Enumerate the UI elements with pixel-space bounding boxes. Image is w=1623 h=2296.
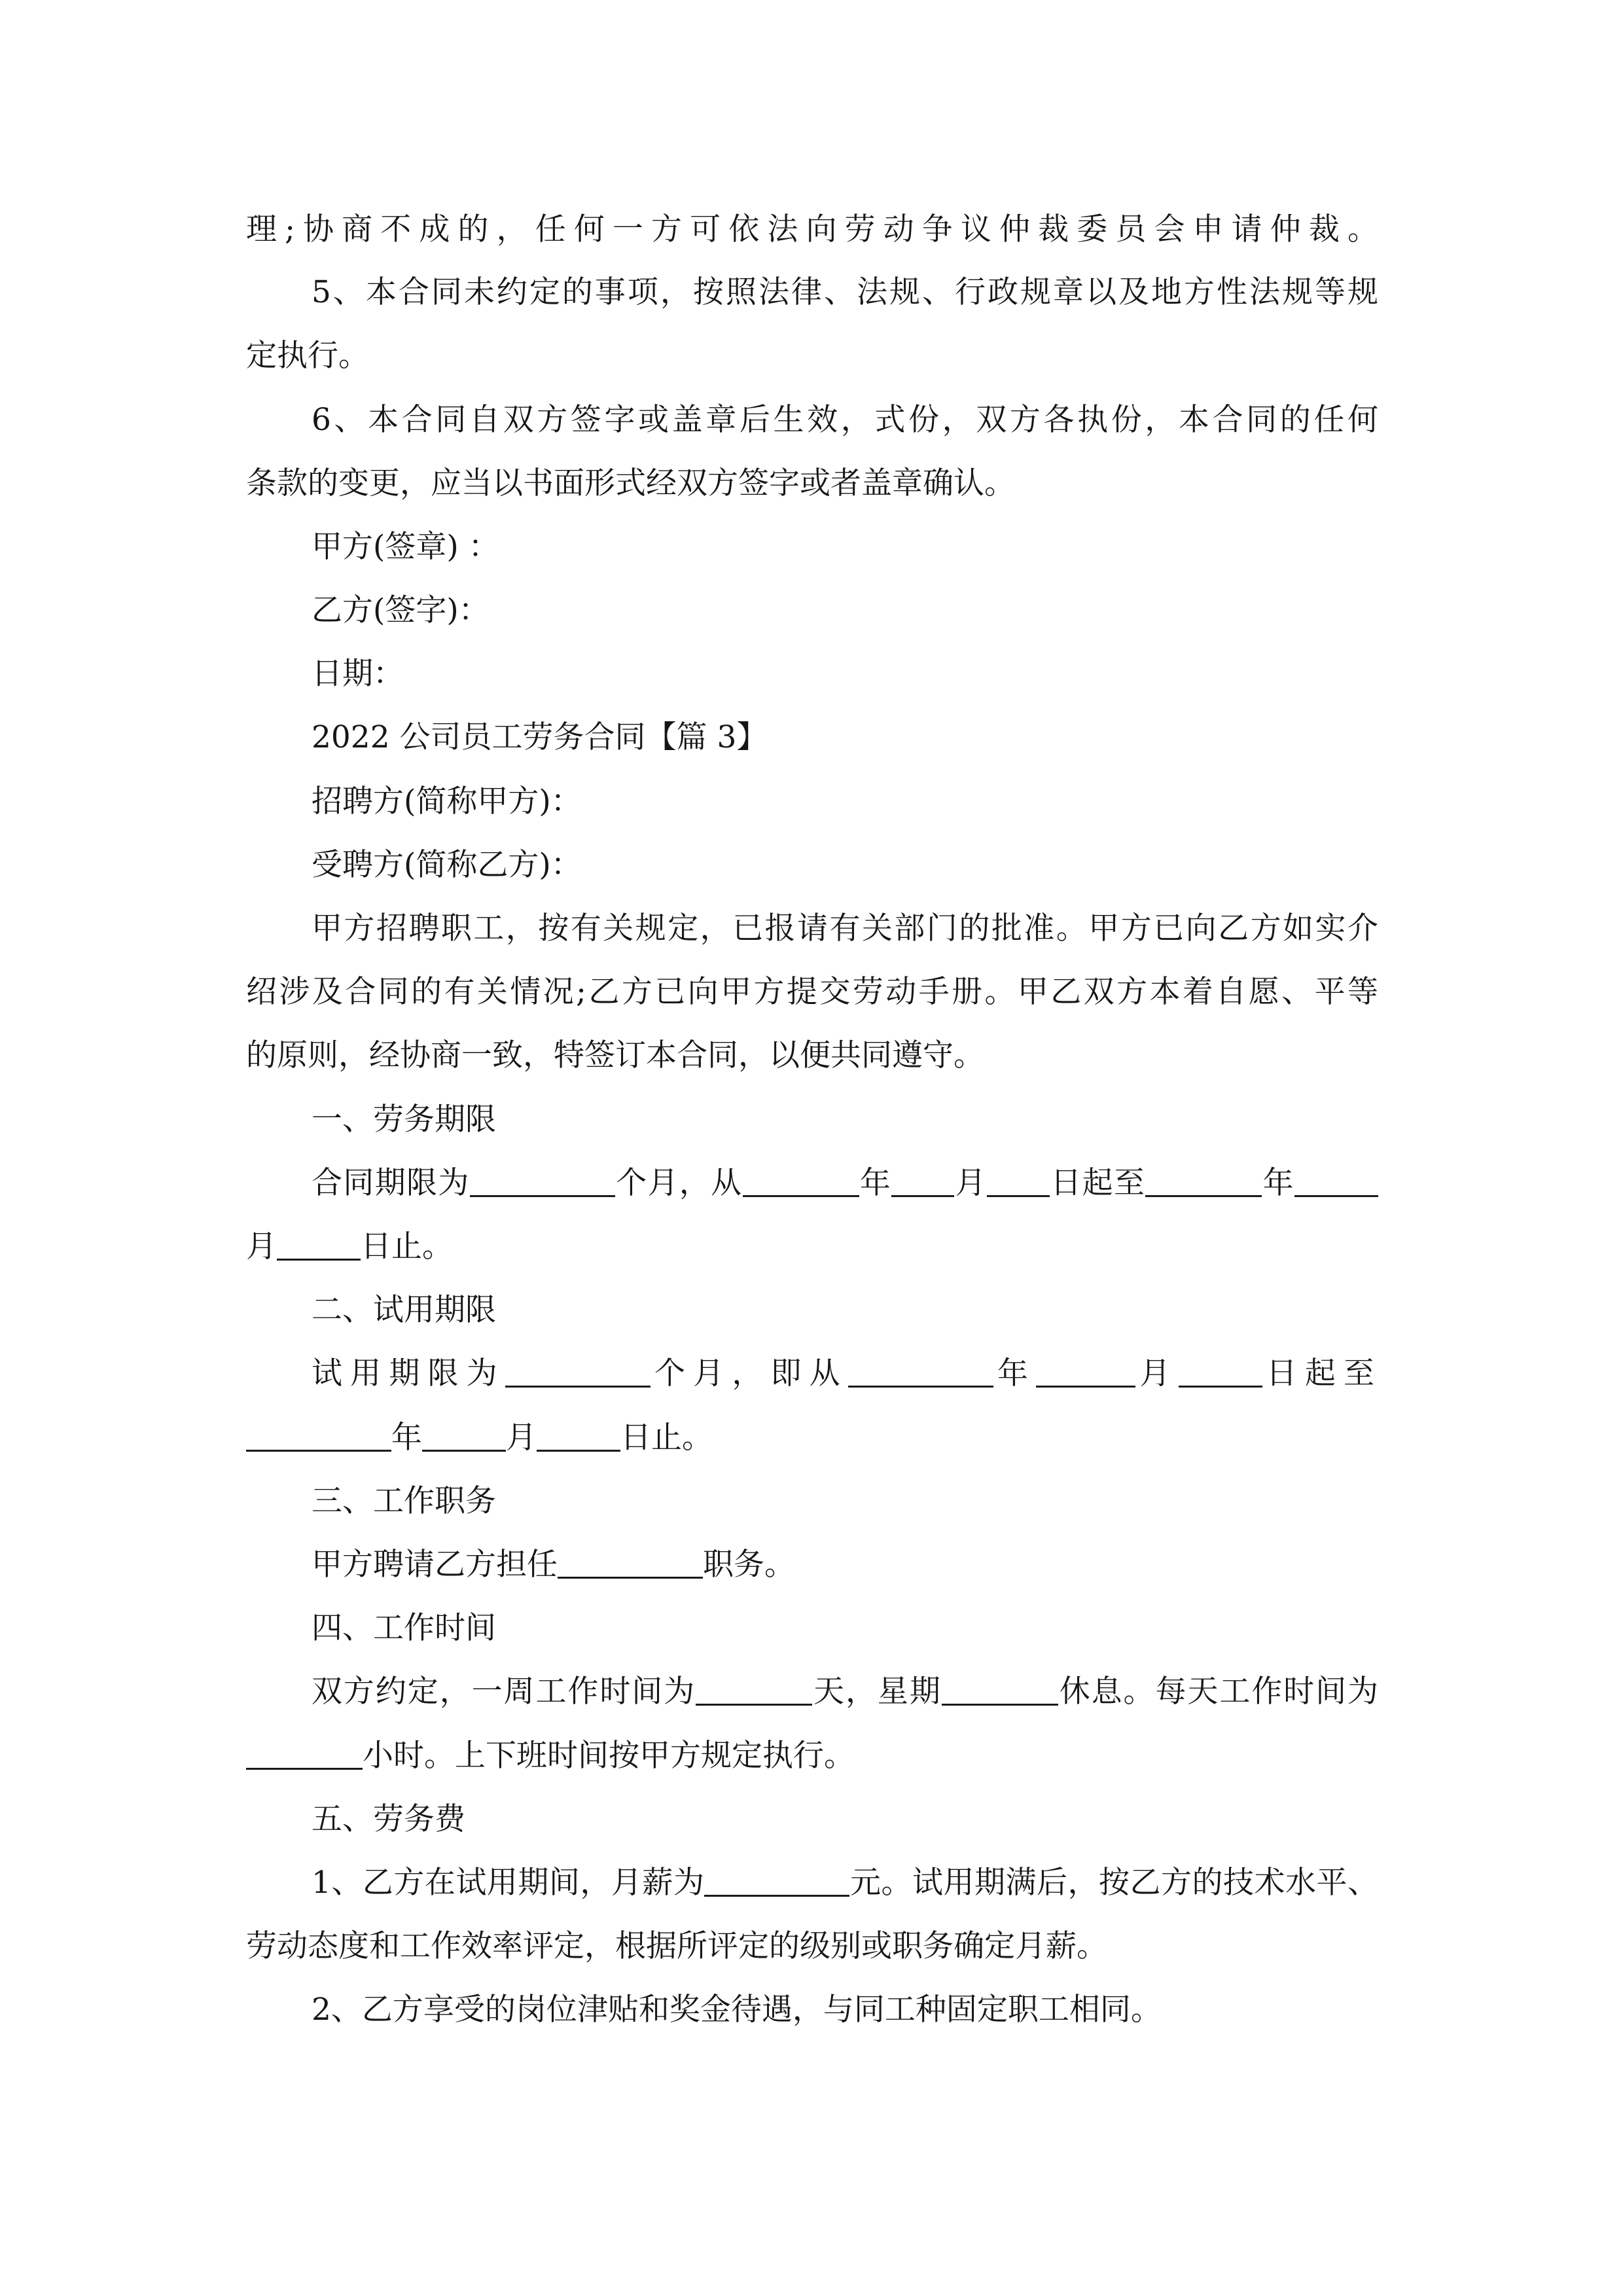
text-line: 条款的变更，应当以书面形式经双方签字或者盖章确认。 <box>246 465 1015 501</box>
signature-party-b: 乙方(签字)： <box>312 592 490 628</box>
text-line: 理;协商不成的，任何一方可依法向劳动争议仲裁委员会申请仲裁。 <box>246 211 1378 247</box>
blank-field[interactable] <box>848 1354 993 1388</box>
blank-field[interactable] <box>1294 1164 1378 1197</box>
heading-working-hours: 四、工作时间 <box>312 1610 496 1646</box>
blank-field[interactable] <box>246 1418 391 1452</box>
party-employee: 受聘方(简称乙方)： <box>312 847 582 883</box>
blank-field[interactable] <box>942 1672 1058 1706</box>
blank-field[interactable] <box>505 1354 651 1388</box>
heading-probation: 二、试用期限 <box>312 1292 496 1328</box>
blank-field[interactable] <box>537 1418 620 1452</box>
signature-date: 日期： <box>312 656 404 692</box>
text-line: 劳动态度和工作效率评定，根据所评定的级别或职务确定月薪。 <box>246 1928 1107 1964</box>
contract-period-line: 合同期限为 个月，从 年 月 日起至 年 <box>312 1164 1378 1203</box>
heading-service-period: 一、劳务期限 <box>312 1102 496 1138</box>
working-hours-line: 双方约定，一周工作时间为 天，星期 休息。每天工作时间为 <box>312 1674 1378 1710</box>
text-line: 绍涉及合同的有关情况;乙方已向甲方提交劳动手册。甲乙双方本着自愿、平等 <box>246 974 1378 1010</box>
signature-party-a: 甲方(签章) ： <box>312 529 499 565</box>
blank-field[interactable] <box>1179 1354 1262 1388</box>
working-hours-line: 小时。上下班时间按甲方规定执行。 <box>246 1736 1378 1776</box>
heading-job-duty: 三、工作职务 <box>312 1483 496 1519</box>
blank-field[interactable] <box>246 1736 363 1770</box>
party-employer: 招聘方(简称甲方)： <box>312 783 582 819</box>
contract-period-line: 月 日止。 <box>246 1229 453 1265</box>
blank-field[interactable] <box>470 1164 615 1197</box>
text-line: 5、本合同未约定的事项，按照法律、法规、行政规章以及地方性法规等规 <box>312 274 1378 310</box>
text-line: 甲方招聘职工，按有关规定，已报请有关部门的批准。甲方已向乙方如实介 <box>312 910 1378 946</box>
text-line: 定执行。 <box>246 338 369 374</box>
blank-field[interactable] <box>987 1164 1050 1197</box>
blank-field[interactable] <box>1145 1164 1262 1197</box>
blank-field[interactable] <box>891 1164 954 1197</box>
text-line: 2、乙方享受的岗位津贴和奖金待遇，与同工种固定职工相同。 <box>312 1992 1162 2028</box>
probation-line: 试用期限为 个月，即从 年 月 日起至 <box>312 1355 1378 1391</box>
text-line: 的原则，经协商一致，特签订本合同，以便共同遵守。 <box>246 1037 984 1073</box>
blank-field[interactable] <box>743 1164 859 1197</box>
text-line: 6、本合同自双方签字或盖章后生效，式份，双方各执份，本合同的任何 <box>312 402 1378 438</box>
blank-field[interactable] <box>1036 1354 1135 1388</box>
remuneration-line: 1、乙方在试用期间，月薪为 元。试用期满后，按乙方的技术水平、 <box>312 1865 1378 1901</box>
blank-field[interactable] <box>558 1545 703 1579</box>
job-duty-line: 甲方聘请乙方担任 职务。 <box>312 1547 795 1583</box>
section-title: 2022 公司员工劳务合同【篇 3】 <box>312 719 768 755</box>
blank-field[interactable] <box>704 1863 849 1897</box>
blank-field[interactable] <box>696 1672 812 1706</box>
heading-remuneration: 五、劳务费 <box>312 1801 465 1837</box>
blank-field[interactable] <box>277 1227 361 1261</box>
blank-field[interactable] <box>422 1418 506 1452</box>
probation-line: 年 月 日止。 <box>246 1418 1378 1458</box>
